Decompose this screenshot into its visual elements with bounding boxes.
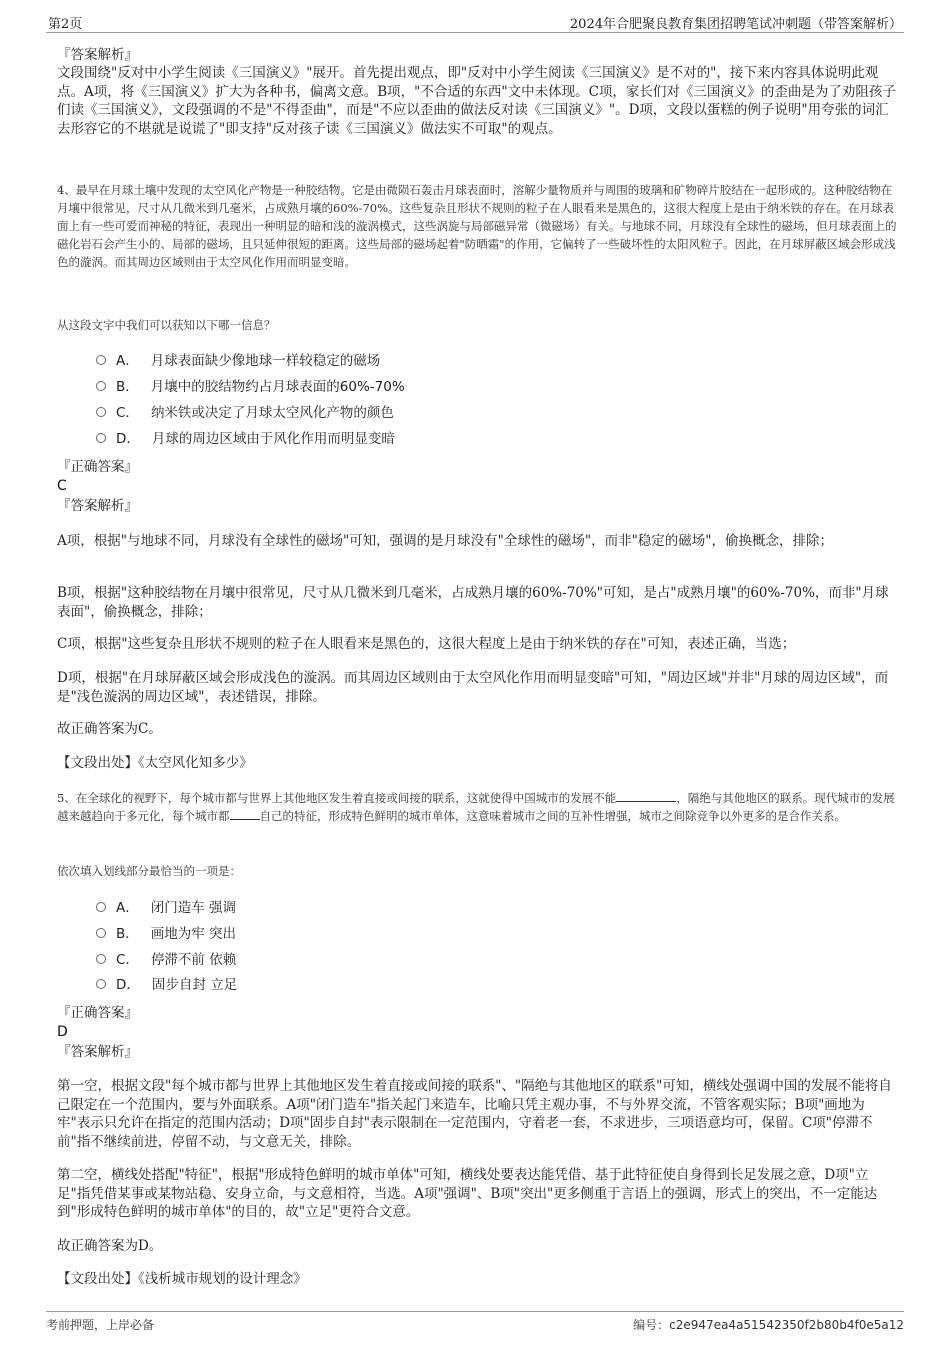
q5-option-c[interactable]: C． 停滞不前 依赖	[96, 951, 236, 969]
document-title: 2024年合肥聚良教育集团招聘笔试冲刺题（带答案解析）	[569, 17, 902, 32]
q5-correct-answer: D	[57, 1024, 68, 1040]
q5-source: 【文段出处】《浅析城市规划的设计理念》	[57, 1271, 307, 1287]
q5-conclusion: 故正确答案为D。	[57, 1238, 163, 1254]
radio-button-icon[interactable]	[96, 979, 106, 989]
q4-correct-label: 『正确答案』	[57, 459, 138, 475]
q5-option-b[interactable]: B． 画地为牢 突出	[96, 925, 236, 943]
q4-correct-answer: C	[57, 478, 67, 494]
radio-button-icon[interactable]	[96, 355, 106, 365]
q4-analysis-c: C项，根据"这些复杂且形状不规则的粒子在人眼看来是黑色的，这很大程度上是由于纳米铁的存在"可知，表述正确，当选；	[57, 636, 796, 652]
radio-button-icon[interactable]	[96, 407, 106, 417]
q4-passage: 4、最早在月球土壤中发现的太空风化产物是一种胶结物。它是由微陨石轰击月球表面时，溶解少量物质并与周围的玻璃和矿物碎片胶结在一起形成的。这种胶结物在月壤中很常见，尺寸从几微米到几毫米，占成熟月壤的60%-70%。这些复杂且形状不规则的粒子在人眼看来是黑色的，这很大程度上是由于纳米铁的存在。在月球表面上有一些可爱而神秘的特征，表现出一种明显的暗和浅的漩涡模式，这些涡旋与局部磁异常（微磁场）有关。与地球不同，月球没有全球性的磁场，但月球表面上的磁化岩石会产生小的、局部的磁场，且只延伸很短的距离。这些局部的磁场起着"防晒霜"的作用，它偏转了一些破坏性的太阳风粒子。因此，在月球屏蔽区域会形成浅色的漩涡。而其周边区域则由于太空风化作用而明显变暗。	[57, 183, 897, 269]
q5-correct-label: 『正确答案』	[57, 1005, 138, 1021]
q5-option-d[interactable]: D． 固步自封 立足	[96, 976, 237, 994]
radio-button-icon[interactable]	[96, 381, 106, 391]
q5-passage: 5、在全球化的视野下，每个城市都与世界上其他地区发生着直接或间接的联系，这就使得中国城市的发展不能 ，隔绝与其他地区的联系。现代城市的发展越来越趋向于多元化，每个城市都 自己的特征，形成特色鲜明的城市单体，这意味着城市之间的互补性增强，城市之间除竞争以外更多的是合作关系。	[57, 791, 895, 823]
page-header	[46, 10, 904, 33]
page-footer	[46, 1311, 904, 1336]
radio-button-icon[interactable]	[96, 928, 106, 938]
document-code: 编号：c2e947ea4a51542350f2b80b4f0e5a12	[633, 1318, 904, 1332]
q5-option-a[interactable]: A． 闭门造车 强调	[96, 899, 236, 917]
q4-analysis-a: A项，根据"与地球不同，月球没有全球性的磁场"可知，强调的是月球没有"全球性的磁场"，而非"稳定的磁场"，偷换概念，排除；	[57, 533, 834, 549]
q5-question: 依次填入划线部分最恰当的一项是：	[57, 864, 241, 878]
q4-conclusion: 故正确答案为C。	[57, 721, 162, 737]
radio-button-icon[interactable]	[96, 433, 106, 443]
radio-button-icon[interactable]	[96, 954, 106, 964]
page-number: 第2页	[48, 17, 83, 32]
footer-slogan: 考前押题，上岸必备	[46, 1318, 155, 1332]
q4-analysis-label: 『答案解析』	[57, 498, 138, 514]
q4-option-a[interactable]: A． 月球表面缺少像地球一样较稳定的磁场	[96, 352, 380, 370]
q4-analysis-d: D项，根据"在月球屏蔽区域会形成浅色的漩涡。而其周边区域则由于太空风化作用而明显变暗"可知，"周边区域"并非"月球的周边区域"，而是"浅色漩涡的周边区域"，表述错误，排除。	[57, 670, 889, 705]
q5-analysis-blank2: 第二空，横线处搭配"特征"，根据"形成特色鲜明的城市单体"可知，横线处要表达能凭借、基于此特征使自身得到长足发展之意，D项"立足"指凭借某事或某物站稳、安身立命，与文意相符，当选。A项"强调"、B项"突出"更多侧重于言语上的强调，形式上的突出，不一定能达到"形成特色鲜明的城市单体"的目的，故"立足"更符合文意。	[57, 1167, 878, 1220]
q4-option-c[interactable]: C． 纳米铁或决定了月球太空风化产物的颜色	[96, 404, 394, 422]
q4-option-d[interactable]: D． 月球的周边区域由于风化作用而明显变暗	[96, 430, 395, 448]
q4-source: 【文段出处】《太空风化知多少》	[57, 755, 253, 771]
q4-option-b[interactable]: B． 月壤中的胶结物约占月球表面的60%-70%	[96, 378, 405, 396]
fill-blank-2	[230, 807, 260, 820]
q3-analysis-text: 文段围绕"反对中小学生阅读《三国演义》"展开。首先提出观点，即"反对中小学生阅读《三国演义》是不对的"，接下来内容具体说明此观点。A项，将《三国演义》扩大为各种书，偏离文意。B项，"不合适的东西"文中未体现。C项，家长们对《三国演义》的歪曲是为了劝阻孩子们读《三国演义》，文段强调的不是"不得歪曲"，而是"不应以歪曲的做法反对读《三国演义》"。D项，文段以蛋糕的例子说明"用夸张的词汇去形容它的不堪就是说谎了"即支持"反对孩子读《三国演义》做法实不可取"的观点。	[57, 65, 896, 137]
fill-blank-1	[616, 789, 676, 802]
q5-analysis-label: 『答案解析』	[57, 1044, 138, 1060]
q4-question: 从这段文字中我们可以获知以下哪一信息？	[57, 318, 276, 332]
radio-button-icon[interactable]	[96, 902, 106, 912]
q5-analysis-blank1: 第一空，根据文段"每个城市都与世界上其他地区发生着直接或间接的联系"、"隔绝与其他地区的联系"可知，横线处强调中国的发展不能将自己限定在一个范围内，要与外面联系。A项"闭门造车"指关起门来造车，比喻只凭主观办事，不与外界交流，不管客观实际；B项"画地为牢"表示只允许在指定的范围内活动；D项"固步自封"表示限制在一定范围内，守着老一套，不求进步，三项语意均可，保留。C项"停滞不前"指不继续前进，停留不动，与文意无关，排除。	[57, 1078, 892, 1150]
q4-analysis-b: B项，根据"这种胶结物在月壤中很常见，尺寸从几微米到几毫米，占成熟月壤的60%-70%"可知，是占"成熟月壤"的60%-70%，而非"月球表面"，偷换概念，排除；	[57, 585, 889, 620]
q3-analysis-label: 『答案解析』	[57, 47, 138, 63]
